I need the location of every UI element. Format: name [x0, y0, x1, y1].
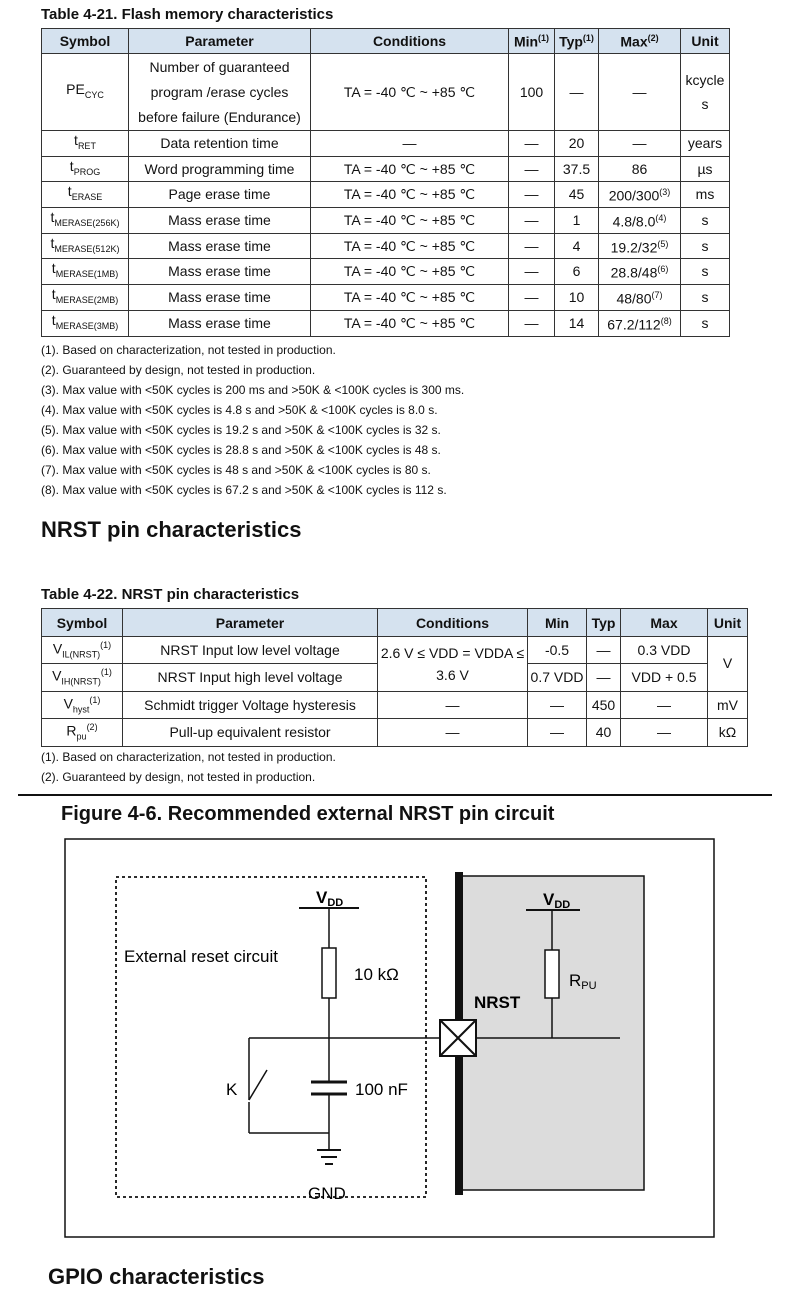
- typ-cell: 14: [555, 310, 599, 336]
- resistor-10k: [322, 948, 336, 998]
- footnote: (1). Based on characterization, not tested in production.: [41, 343, 336, 357]
- conditions-cell: TA = -40 ℃ ~ +85 ℃: [311, 54, 509, 131]
- unit-cell: s: [681, 285, 730, 311]
- parameter-cell: Data retention time: [129, 131, 311, 157]
- unit-cell: kcycle s: [681, 54, 730, 131]
- footnote: (5). Max value with <50K cycles is 19.2 s and >50K & <100K cycles is 32 s.: [41, 423, 441, 437]
- symbol-cell: $t_{MERASE(2MB)}$: [42, 285, 129, 311]
- parameter-cell: Page erase time: [129, 182, 311, 208]
- header-conditions: Conditions: [378, 609, 528, 637]
- parameter-cell: Mass erase time: [129, 285, 311, 311]
- external-reset-label: External reset circuit: [124, 947, 278, 966]
- parameter-cell: Number of guaranteed program /erase cycles before failure (Endurance): [129, 54, 311, 131]
- min-cell: 100: [509, 54, 555, 131]
- parameter-cell: Mass erase time: [129, 233, 311, 259]
- conditions-cell: —: [311, 131, 509, 157]
- header-typ: Typ$^{(1)}$: [555, 29, 599, 54]
- parameter-cell: NRST Input high level voltage: [123, 664, 378, 691]
- max-cell: —: [621, 691, 708, 718]
- header-max: Max: [621, 609, 708, 637]
- unit-cell: s: [681, 233, 730, 259]
- typ-cell: 10: [555, 285, 599, 311]
- gnd-label: GND: [308, 1184, 346, 1203]
- typ-cell: 20: [555, 131, 599, 157]
- external-reset-box: [116, 877, 426, 1197]
- max-cell: 19.2/32$^{(5)}$: [599, 233, 681, 259]
- symbol-cell: $t_{ERASE}$: [42, 182, 129, 208]
- unit-cell: s: [681, 259, 730, 285]
- footnote: (2). Guaranteed by design, not tested in production.: [41, 363, 316, 377]
- max-cell: 67.2/112$^{(8)}$: [599, 310, 681, 336]
- typ-cell: 37.5: [555, 156, 599, 182]
- switch-label: K: [226, 1080, 238, 1099]
- symbol-cell: $PE_{CYC}$: [42, 54, 129, 131]
- parameter-cell: Mass erase time: [129, 208, 311, 234]
- typ-cell: 40: [587, 719, 621, 746]
- min-cell: —: [509, 182, 555, 208]
- table-4-21-caption: Table 4-21. Flash memory characteristics: [41, 6, 334, 23]
- min-cell: —: [509, 208, 555, 234]
- max-cell: —: [599, 131, 681, 157]
- symbol-cell: $V_{hyst}^{(1)}$: [42, 691, 123, 718]
- figure-caption: Figure 4-6. Recommended external NRST pin circuit: [61, 803, 555, 825]
- table-4-22-caption: Table 4-22. NRST pin characteristics: [41, 586, 300, 603]
- min-cell: —: [509, 156, 555, 182]
- conditions-cell: TA = -40 ℃ ~ +85 ℃: [311, 233, 509, 259]
- conditions-cell: TA = -40 ℃ ~ +85 ℃: [311, 310, 509, 336]
- max-cell: —: [599, 54, 681, 131]
- max-cell: 4.8/8.0$^{(4)}$: [599, 208, 681, 234]
- parameter-cell: Word programming time: [129, 156, 311, 182]
- symbol-cell: $V_{IH(NRST)}^{(1)}$: [42, 664, 123, 691]
- typ-cell: 1: [555, 208, 599, 234]
- header-symbol: Symbol: [42, 29, 129, 54]
- footnote: (7). Max value with <50K cycles is 48 s and >50K & <100K cycles is 80 s.: [41, 463, 431, 477]
- unit-cell: ms: [681, 182, 730, 208]
- parameter-cell: Mass erase time: [129, 310, 311, 336]
- symbol-cell: $t_{MERASE(256K)}$: [42, 208, 129, 234]
- conditions-cell: TA = -40 ℃ ~ +85 ℃: [311, 208, 509, 234]
- typ-cell: 6: [555, 259, 599, 285]
- min-cell: —: [528, 691, 587, 718]
- section-title-nrst: NRST pin characteristics: [41, 517, 302, 542]
- header-parameter: Parameter: [129, 29, 311, 54]
- symbol-cell: $t_{MERASE(1MB)}$: [42, 259, 129, 285]
- max-cell: —: [621, 719, 708, 746]
- shared-conditions-cell: 2.6 V ≤ VDD = VDDA ≤ 3.6 V: [378, 637, 528, 692]
- parameter-cell: Pull-up equivalent resistor: [123, 719, 378, 746]
- footnote: (2). Guaranteed by design, not tested in production.: [41, 770, 316, 784]
- min-cell: —: [509, 233, 555, 259]
- conditions-cell: —: [378, 691, 528, 718]
- max-cell: 48/80$^{(7)}$: [599, 285, 681, 311]
- footnote: (1). Based on characterization, not tested in production.: [41, 750, 336, 764]
- resistor-value-label: 10 kΩ: [354, 965, 399, 984]
- min-cell: —: [509, 285, 555, 311]
- max-cell: 200/300$^{(3)}$: [599, 182, 681, 208]
- parameter-cell: Schmidt trigger Voltage hysteresis: [123, 691, 378, 718]
- unit-cell: mV: [708, 691, 748, 718]
- symbol-cell: $t_{MERASE(512K)}$: [42, 233, 129, 259]
- max-cell: 0.3 VDD: [621, 637, 708, 664]
- header-parameter: Parameter: [123, 609, 378, 637]
- header-typ: Typ: [587, 609, 621, 637]
- max-cell: 86: [599, 156, 681, 182]
- footnote: (4). Max value with <50K cycles is 4.8 s and >50K & <100K cycles is 8.0 s.: [41, 403, 438, 417]
- header-min: Min: [528, 609, 587, 637]
- conditions-cell: TA = -40 ℃ ~ +85 ℃: [311, 156, 509, 182]
- typ-cell: 4: [555, 233, 599, 259]
- header-unit: Unit: [681, 29, 730, 54]
- symbol-cell: $t_{PROG}$: [42, 156, 129, 182]
- parameter-cell: NRST Input low level voltage: [123, 637, 378, 664]
- vdd-right-label: VDD: [543, 890, 571, 911]
- nrst-label: NRST: [474, 993, 521, 1012]
- parameter-cell: Mass erase time: [129, 259, 311, 285]
- header-min: Min$^{(1)}$: [509, 29, 555, 54]
- header-symbol: Symbol: [42, 609, 123, 637]
- conditions-cell: TA = -40 ℃ ~ +85 ℃: [311, 182, 509, 208]
- min-cell: —: [509, 310, 555, 336]
- header-unit: Unit: [708, 609, 748, 637]
- conditions-cell: TA = -40 ℃ ~ +85 ℃: [311, 259, 509, 285]
- header-conditions: Conditions: [311, 29, 509, 54]
- min-cell: —: [509, 131, 555, 157]
- conditions-cell: —: [378, 719, 528, 746]
- footnote: (6). Max value with <50K cycles is 28.8 s and >50K & <100K cycles is 48 s.: [41, 443, 441, 457]
- min-cell: —: [528, 719, 587, 746]
- symbol-cell: $V_{IL(NRST)}^{(1)}$: [42, 637, 123, 664]
- section-title-gpio: GPIO characteristics: [48, 1264, 265, 1289]
- header-max: Max$^{(2)}$: [599, 29, 681, 54]
- typ-cell: 450: [587, 691, 621, 718]
- max-cell: 28.8/48$^{(6)}$: [599, 259, 681, 285]
- conditions-cell: TA = -40 ℃ ~ +85 ℃: [311, 285, 509, 311]
- typ-cell: —: [587, 637, 621, 664]
- min-cell: 0.7 VDD: [528, 664, 587, 691]
- max-cell: VDD + 0.5: [621, 664, 708, 691]
- resistor-rpu: [545, 950, 559, 998]
- unit-cell: s: [681, 310, 730, 336]
- min-cell: -0.5: [528, 637, 587, 664]
- min-cell: —: [509, 259, 555, 285]
- typ-cell: —: [587, 664, 621, 691]
- vdd-left-label: VDD: [316, 888, 344, 909]
- unit-cell: s: [681, 208, 730, 234]
- capacitor-value-label: 100 nF: [355, 1080, 408, 1099]
- symbol-cell: $R_{pu}^{(2)}$: [42, 719, 123, 746]
- symbol-cell: $t_{RET}$: [42, 131, 129, 157]
- symbol-cell: $t_{MERASE(3MB)}$: [42, 310, 129, 336]
- rpu-label: RPU: [569, 971, 597, 992]
- unit-cell: years: [681, 131, 730, 157]
- footnote: (3). Max value with <50K cycles is 200 ms and >50K & <100K cycles is 300 ms.: [41, 383, 465, 397]
- unit-cell: kΩ: [708, 719, 748, 746]
- typ-cell: 45: [555, 182, 599, 208]
- unit-cell: µs: [681, 156, 730, 182]
- typ-cell: —: [555, 54, 599, 131]
- footnote: (8). Max value with <50K cycles is 67.2 s and >50K & <100K cycles is 112 s.: [41, 483, 447, 497]
- switch-k: [249, 1070, 267, 1100]
- shared-unit-cell: V: [708, 637, 748, 692]
